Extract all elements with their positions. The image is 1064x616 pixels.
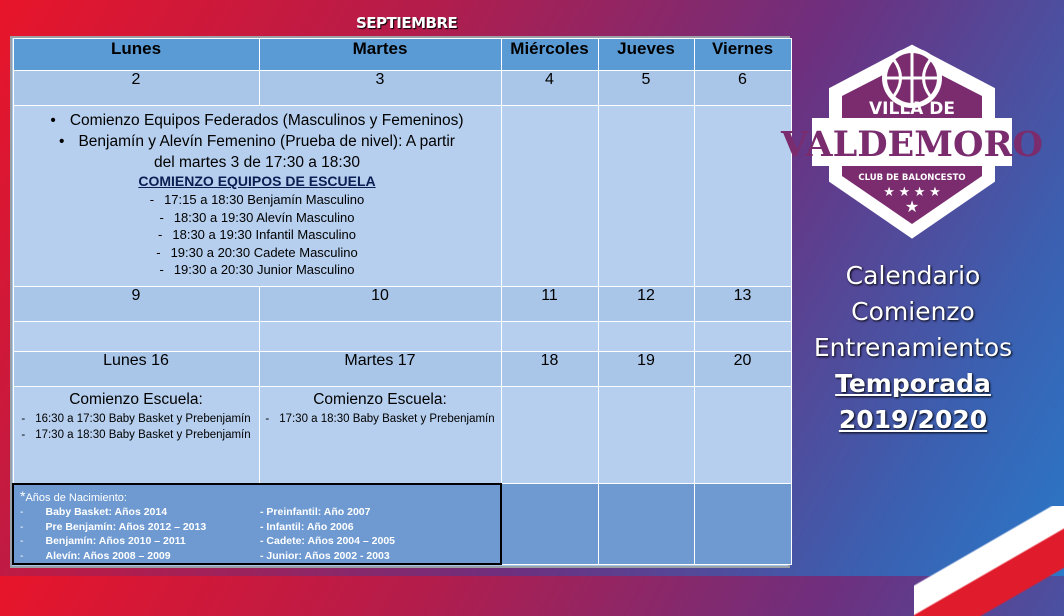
list-item: • Comienzo Equipos Federados (Masculinos y Femeninos) — [14, 110, 501, 131]
school-teams-title: COMIENZO EQUIPOS DE ESCUELA — [138, 173, 376, 189]
footnote-star: * — [20, 487, 26, 504]
list-item: - 17:30 a 18:30 Baby Basket y Prebenjamín — [14, 427, 259, 443]
date-cell: 6 — [694, 71, 791, 106]
side-title-season-label: Temporada — [835, 369, 991, 398]
weekday-tuesday: Martes — [259, 39, 501, 71]
school-slots-list — [14, 191, 501, 279]
date-cell: 18 — [501, 352, 598, 387]
club-logo — [780, 30, 1044, 240]
empty-cell — [694, 322, 791, 352]
week1-content-row — [13, 106, 791, 287]
logo-sub-text: CLUB DE BALONCESTO — [858, 173, 966, 183]
list-item: - 18:30 a 19:30 Infantil Masculino — [14, 226, 501, 244]
date-cell: 10 — [259, 287, 501, 322]
empty-cell — [598, 106, 694, 287]
empty-cell — [501, 387, 598, 484]
date-cell: 20 — [694, 352, 791, 387]
empty-cell — [501, 106, 598, 287]
side-title-season-years: 2019/2020 — [838, 405, 988, 434]
empty-cell — [694, 106, 791, 287]
list-continuation: del martes 3 de 17:30 a 18:30 — [154, 154, 360, 171]
federated-list — [14, 110, 501, 152]
empty-cell — [501, 484, 598, 565]
empty-cell — [694, 484, 791, 565]
list-item: - 18:30 a 19:30 Alevín Masculino — [14, 209, 501, 227]
list-item: - 19:30 a 20:30 Junior Masculino — [14, 261, 501, 279]
empty-cell — [501, 322, 598, 352]
logo-bottom-star: ★ — [904, 199, 920, 216]
list-item: • Benjamín y Alevín Femenino (Prueba de nivel): A partir — [14, 131, 501, 152]
date-cell: 9 — [13, 287, 259, 322]
list-item: - 17:15 a 18:30 Benjamín Masculino — [14, 191, 501, 209]
weekday-wednesday: Miércoles — [501, 39, 598, 71]
logo-top-text: VILLA DE — [869, 99, 955, 119]
birth-years-box — [13, 484, 501, 565]
empty-cell — [598, 484, 694, 565]
side-title — [812, 258, 1014, 438]
date-cell: 11 — [501, 287, 598, 322]
weekday-thursday: Jueves — [598, 39, 694, 71]
date-cell: 4 — [501, 71, 598, 106]
school-start-list — [260, 411, 501, 427]
list-item: - Alevín: Años 2008 – 2009 — [20, 549, 260, 564]
week2-date-row — [13, 287, 791, 322]
list-item: - Preinfantil: Año 2007 — [260, 506, 371, 518]
date-cell: Lunes 16 — [13, 352, 259, 387]
month-title: SEPTIEMBRE — [356, 14, 458, 32]
date-cell: 2 — [13, 71, 259, 106]
week3-content-row — [13, 387, 791, 484]
date-cell: 5 — [598, 71, 694, 106]
side-title-line: Calendario — [845, 261, 981, 290]
empty-cell — [694, 387, 791, 484]
weekday-friday: Viernes — [694, 39, 791, 71]
empty-cell — [598, 322, 694, 352]
list-item: - 19:30 a 20:30 Cadete Masculino — [14, 244, 501, 262]
school-start-title: Comienzo Escuela: — [69, 391, 203, 408]
list-item: - Baby Basket: Años 2014 — [20, 505, 260, 520]
birth-years-title: Años de Nacimiento: — [25, 491, 127, 504]
list-item: - Benjamín: Años 2010 – 2011 — [20, 534, 260, 549]
weekday-header-row — [13, 39, 791, 71]
date-cell: 3 — [259, 71, 501, 106]
logo-main-text: VALDEMORO — [780, 124, 1044, 165]
weekday-monday: Lunes — [13, 39, 259, 71]
calendar-table — [12, 38, 792, 565]
school-start-list — [14, 411, 259, 443]
date-cell: 19 — [598, 352, 694, 387]
birth-years-left-column — [20, 505, 260, 563]
tuesday17-cell — [259, 387, 501, 484]
birth-years-legend — [14, 485, 500, 564]
side-title-line: Comienzo — [851, 297, 975, 326]
school-start-title: Comienzo Escuela: — [313, 391, 447, 408]
empty-cell — [259, 322, 501, 352]
list-item: - 16:30 a 17:30 Baby Basket y Prebenjamín — [14, 411, 259, 427]
empty-cell — [598, 387, 694, 484]
monday16-cell — [13, 387, 259, 484]
date-cell: 13 — [694, 287, 791, 322]
empty-cell — [13, 322, 259, 352]
week1-events-cell — [13, 106, 501, 287]
date-cell: Martes 17 — [259, 352, 501, 387]
date-cell: 12 — [598, 287, 694, 322]
week1-date-row — [13, 71, 791, 106]
logo-stars: ★ ★ ★ ★ — [883, 184, 941, 199]
corner-flag-decoration — [914, 506, 1064, 616]
births-row — [13, 484, 791, 565]
list-item: - Junior: Años 2002 - 2003 — [260, 549, 390, 562]
birth-years-right-column — [260, 505, 500, 563]
list-item: - Pre Benjamín: Años 2012 – 2013 — [20, 520, 260, 535]
list-item: - 17:30 a 18:30 Baby Basket y Prebenjamín — [260, 411, 501, 427]
side-title-line: Entrenamientos — [813, 333, 1013, 362]
week3-date-row — [13, 352, 791, 387]
week2-content-row — [13, 322, 791, 352]
list-item: - Cadete: Años 2004 – 2005 — [260, 535, 396, 547]
list-item: - Infantil: Año 2006 — [260, 520, 354, 533]
